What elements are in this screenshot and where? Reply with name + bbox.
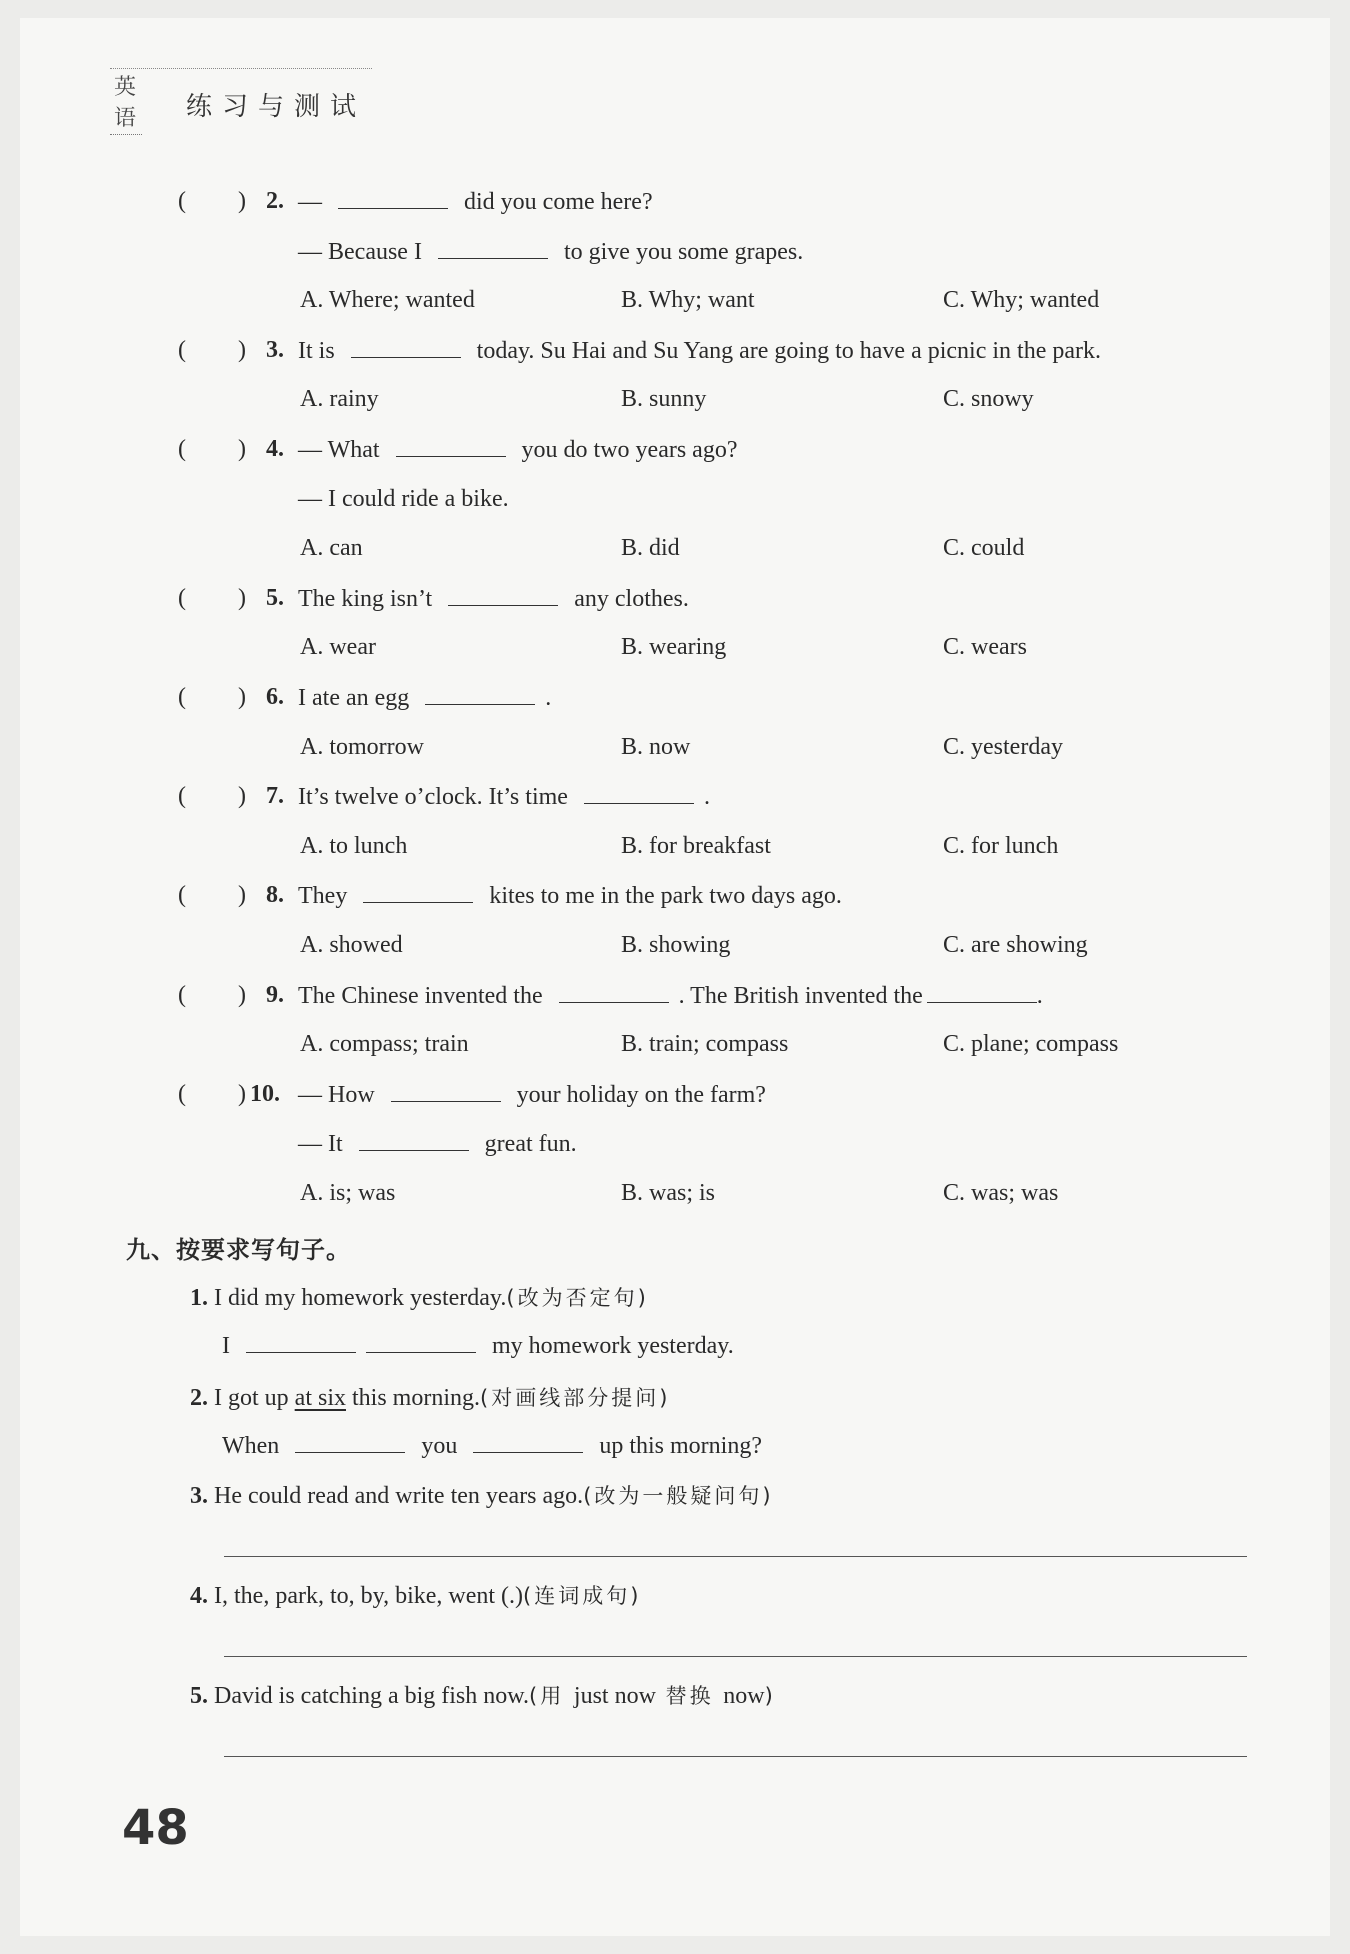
fill-blank[interactable] — [363, 882, 473, 903]
answer-paren-open: ( — [178, 882, 186, 909]
answer-slot[interactable] — [196, 783, 232, 813]
question-number: 3. — [266, 336, 284, 363]
item-requirement: (改为否定句) — [506, 1286, 649, 1310]
question-stem — [298, 1081, 766, 1109]
fill-blank[interactable] — [438, 238, 548, 259]
question-number: 5. — [266, 584, 284, 611]
option-a[interactable]: A. is; was — [300, 1180, 396, 1206]
question-stem — [298, 238, 803, 266]
stem-text: kites to me in the park two days ago. — [483, 883, 842, 910]
option-b[interactable]: B. for breakfast — [621, 832, 771, 859]
question-stem — [298, 684, 551, 712]
item-text: I got up — [214, 1385, 295, 1411]
stem-text: you do two years ago? — [515, 437, 738, 463]
question-stem — [298, 585, 689, 613]
item-number: 4. — [190, 1583, 208, 1609]
stem-text: . — [545, 685, 552, 711]
underlined-phrase: at six — [294, 1385, 346, 1411]
question-stem — [298, 783, 710, 811]
item-requirement: just now — [573, 1683, 656, 1709]
answer-slot[interactable] — [196, 982, 232, 1012]
item-number: 2. — [190, 1385, 208, 1411]
question-stem — [298, 486, 509, 513]
question-number: 2. — [266, 188, 284, 214]
rewrite-item-2 — [190, 1382, 670, 1412]
option-a[interactable]: A. can — [300, 535, 363, 562]
answer-paren-close: ) — [238, 188, 246, 214]
question-number: 10. — [250, 1080, 280, 1107]
rewrite-answer-2 — [222, 1432, 762, 1460]
item-text: this morning. — [346, 1385, 481, 1411]
option-a[interactable]: A. tomorrow — [300, 733, 424, 760]
answer-text: up this morning? — [599, 1433, 762, 1459]
option-b[interactable]: B. now — [621, 733, 691, 760]
item-number: 1. — [190, 1285, 208, 1311]
option-c[interactable]: C. wears — [943, 634, 1027, 661]
question-stem — [298, 436, 738, 464]
item-requirement: 替换 — [655, 1684, 724, 1708]
answer-paren-open: ( — [178, 684, 186, 710]
answer-line[interactable] — [224, 1656, 1247, 1657]
option-c[interactable]: C. are showing — [943, 932, 1088, 958]
answer-text: you — [421, 1433, 458, 1459]
stem-text: . The British invented the — [678, 982, 923, 1009]
fill-blank[interactable] — [584, 783, 694, 804]
option-c[interactable]: C. plane; compass — [943, 1031, 1119, 1058]
answer-line[interactable] — [224, 1756, 1247, 1757]
fill-blank[interactable] — [338, 188, 448, 209]
fill-blank[interactable] — [359, 1130, 469, 1151]
answer-blank[interactable] — [295, 1432, 405, 1453]
fill-blank[interactable] — [351, 337, 461, 358]
question-number: 6. — [266, 684, 284, 710]
option-c[interactable]: C. was; was — [943, 1180, 1059, 1206]
option-b[interactable]: B. sunny — [621, 386, 707, 413]
option-b[interactable]: B. showing — [621, 932, 731, 958]
item-number: 3. — [190, 1483, 208, 1509]
item-requirement: (对画线部分提问) — [480, 1386, 671, 1410]
stem-text: — I could ride a bike. — [298, 485, 509, 512]
answer-text: I — [222, 1333, 230, 1359]
fill-blank[interactable] — [559, 982, 669, 1003]
stem-text: I ate an egg — [298, 685, 416, 711]
stem-text: It’s twelve o’clock. It’s time — [298, 784, 574, 811]
section-title: 九、按要求写句子。 — [126, 1236, 351, 1264]
stem-text: to give you some grapes. — [557, 238, 804, 265]
question-stem — [298, 882, 842, 910]
answer-slot[interactable] — [196, 684, 232, 714]
answer-paren-open: ( — [178, 1080, 186, 1107]
answer-paren-close: ) — [238, 1080, 246, 1107]
rewrite-answer-1 — [222, 1332, 734, 1360]
stem-text: . — [1036, 982, 1043, 1009]
question-number: 8. — [266, 882, 284, 909]
stem-text: — Because I — [298, 238, 428, 265]
fill-blank[interactable] — [448, 585, 558, 606]
stem-text: — How — [298, 1081, 381, 1108]
option-c[interactable]: C. yesterday — [943, 733, 1063, 760]
option-a[interactable]: A. rainy — [300, 386, 379, 413]
stem-text: The king isn’t — [298, 585, 439, 612]
item-text: He could read and write ten years ago. — [214, 1483, 584, 1509]
option-c[interactable]: C. could — [943, 535, 1025, 562]
stem-text: any clothes. — [568, 585, 689, 612]
question-stem — [298, 982, 1043, 1010]
stem-text: . — [703, 784, 710, 811]
option-a[interactable]: A. to lunch — [300, 832, 408, 859]
series-title: 练习与测试 — [186, 92, 367, 122]
answer-paren-close: ) — [238, 783, 246, 810]
item-text: I did my homework yesterday. — [214, 1285, 507, 1311]
fill-blank[interactable] — [425, 684, 535, 705]
question-stem — [298, 337, 1101, 365]
answer-slot[interactable] — [196, 882, 232, 912]
stem-text: today. Su Hai and Su Yang are going to have a picnic in the park. — [470, 337, 1101, 364]
option-b[interactable]: B. was; is — [621, 1180, 716, 1206]
answer-blank[interactable] — [473, 1432, 583, 1453]
option-b[interactable]: B. wearing — [621, 634, 727, 661]
rewrite-item-5 — [190, 1680, 776, 1710]
fill-blank[interactable] — [927, 982, 1037, 1003]
option-a[interactable]: A. compass; train — [300, 1031, 469, 1058]
answer-line[interactable] — [224, 1556, 1247, 1557]
item-requirement: now — [723, 1683, 765, 1709]
option-a[interactable]: A. wear — [300, 634, 376, 661]
rewrite-item-3 — [190, 1480, 774, 1510]
option-c[interactable]: C. snowy — [943, 386, 1034, 413]
stem-text: — It — [298, 1131, 349, 1158]
answer-paren-close: ) — [238, 882, 246, 909]
answer-paren-close: ) — [238, 981, 246, 1008]
option-a[interactable]: A. Where; wanted — [300, 287, 475, 314]
question-stem — [298, 188, 653, 216]
question-number: 4. — [266, 436, 284, 462]
stem-text: your holiday on the farm? — [510, 1081, 766, 1108]
option-c[interactable]: C. for lunch — [943, 832, 1059, 859]
stem-text: The Chinese invented the — [298, 982, 549, 1009]
answer-paren-open: ( — [178, 584, 186, 611]
item-requirement: (用 — [529, 1684, 574, 1708]
item-requirement: ) — [764, 1684, 776, 1708]
rewrite-item-4 — [190, 1580, 641, 1610]
page-number: 48 — [122, 1800, 189, 1856]
answer-slot[interactable] — [196, 585, 232, 615]
answer-paren-open: ( — [178, 783, 186, 810]
stem-text: They — [298, 883, 354, 910]
stem-text: — What — [298, 437, 386, 463]
option-c[interactable]: C. Why; wanted — [943, 287, 1100, 314]
header-rule — [110, 68, 372, 69]
option-b[interactable]: B. train; compass — [621, 1031, 789, 1058]
rewrite-item-1 — [190, 1282, 649, 1312]
answer-slot[interactable] — [196, 436, 232, 466]
question-stem — [298, 1130, 577, 1158]
answer-slot[interactable] — [196, 188, 232, 218]
item-text: David is catching a big fish now. — [214, 1683, 530, 1709]
answer-paren-close: ) — [238, 436, 246, 462]
answer-paren-open: ( — [178, 436, 186, 462]
fill-blank[interactable] — [391, 1081, 501, 1102]
subject-label: 英语 — [110, 70, 142, 135]
answer-slot[interactable] — [196, 1081, 232, 1111]
stem-text: did you come here? — [458, 189, 653, 215]
answer-blank[interactable] — [366, 1332, 476, 1353]
option-b[interactable]: B. Why; want — [621, 287, 755, 314]
answer-paren-close: ) — [238, 584, 246, 611]
stem-text: It is — [298, 337, 341, 364]
answer-text: my homework yesterday. — [492, 1333, 734, 1359]
question-number: 7. — [266, 783, 284, 810]
answer-paren-close: ) — [238, 336, 246, 363]
stem-text: — — [298, 189, 328, 215]
answer-paren-open: ( — [178, 336, 186, 363]
fill-blank[interactable] — [396, 436, 506, 457]
question-number: 9. — [266, 981, 284, 1008]
answer-text: When — [222, 1433, 280, 1459]
stem-text: great fun. — [478, 1131, 577, 1158]
item-number: 5. — [190, 1683, 208, 1709]
item-text: I, the, park, to, by, bike, went (.) — [214, 1583, 524, 1609]
answer-slot[interactable] — [196, 337, 232, 367]
option-a[interactable]: A. showed — [300, 932, 403, 958]
answer-paren-open: ( — [178, 188, 186, 214]
item-requirement: (连词成句) — [523, 1584, 642, 1608]
answer-paren-close: ) — [238, 684, 246, 710]
answer-blank[interactable] — [246, 1332, 356, 1353]
option-b[interactable]: B. did — [621, 535, 680, 562]
answer-paren-open: ( — [178, 981, 186, 1008]
item-requirement: (改为一般疑问句) — [583, 1484, 774, 1508]
